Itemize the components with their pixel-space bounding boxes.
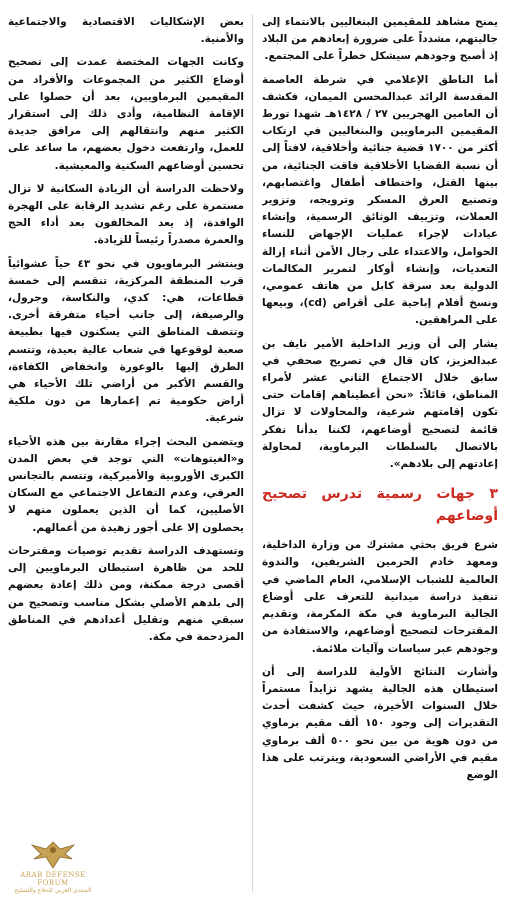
paragraph: ولاحظت الدراسة أن الزيادة السكانية لا تزال مستمرة على رغم تشديد الرقابة على الهجرة الوافدة، إذ يعد المخالفون بعد أداء الحج والعمرة مصدراً رئيساً للزيادة.: [8, 182, 244, 247]
left-column: [8, 14, 244, 892]
eagle-emblem-icon: [30, 837, 76, 871]
watermark-logo: [8, 837, 98, 894]
paragraph: وأشارت النتائج الأولية للدراسة إلى أن استيطان هذه الجالية يشهد تزايداً مستمراً خلال السنوات الأخيرة، حيث كشفت أحدث التقديرات إلى وجود ١٥٠ ألف مقيم برماوي من دون هوية من بين نحو ٥٠٠ ألف برماوي مقيم في الأراضي السعودية، ويترتب على هذا الوضع: [262, 665, 498, 781]
watermark-arabic-name: المنتدى العربي للدفاع والتسليح: [14, 887, 92, 894]
paragraph: وتستهدف الدراسة تقديم توصيات ومقترحات للحد من ظاهرة استيطان البرماويين إلى أقصى درجة ممكنة، ومن ذلك إعادة بعضهم إلى بلدهم الأصلي بشكل مناسب وتصحيح من سبقي منهم وتقليل أعدادهم في المناطق المزدحمة في مكة.: [8, 544, 244, 643]
paragraph: ويتضمن البحث إجراء مقارنة بين هذه الأحياء و«الغيتوهات» التي توجد في بعض المدن الكبرى الأوروبية والأميركية، وتتسم بالتجانس العرقي، وعدم التفاعل الاجتماعي مع السكان الأصليين، كما أن الذين يعملون منهم لا يحصلون إلا على أجور زهيدة من أعمالهم.: [8, 435, 244, 534]
paragraph: بعض الإشكاليات الاقتصادية والاجتماعية والأمنية.: [8, 16, 244, 46]
paragraph: وكانت الجهات المختصة عمدت إلى تصحيح أوضاع الكثير من المجموعات والأفراد من المقيمين البرماويين، بعد أن حصلوا على الإقامة النظامية، وأدى ذلك إلى استقرار الكثير منهم وانتقالهم إلى مرافق جديدة للعمل، وارتفعت دخول بعضهم، ما ساعد على تحسين أوضاعهم السكنية والمعيشية.: [8, 56, 244, 172]
paragraph: يشار إلى أن وزير الداخلية الأمير نايف بن عبدالعزيز، كان قال في تصريح صحفي في سابق خلال الاجتماع الثاني عشر لأمراء المناطق، قائلاً: «نحن أعطيناهم إقامات حتى تكون إقامتهم شرعية، والمحاولات لا تزال قائمة لتصحيح أوضاعهم، لكننا بدأنا نفكر بالاتصال بالسلطات البرماوية، لمحاولة إعادتهم إلى بلادهم».: [262, 337, 498, 471]
paragraph: يمنح مشاهد للمقيمين البنغاليين بالانتماء إلى جاليتهم، مشدداً على ضرورة إبعادهم من البلاد إذ أصبح وجودهم سيشكل خطراً على المجتمع.: [262, 16, 498, 63]
article-page: [8, 14, 498, 892]
column-divider: [252, 14, 253, 892]
paragraph: شرع فريق بحثي مشترك من وزارة الداخلية، ومعهد خادم الحرمين الشريفين، والندوة العالمية للشباب الإسلامي، العام الماضي في تنفيذ دراسة ميدانية للتعرف على أوضاع الجالية البرماوية في مكة المكرمة، وتقديم المقترحات لتصحيح أوضاعهم، والاستفادة من وجودهم عبر سياسات وآليات ملائمة.: [262, 539, 498, 655]
watermark-english-name: ARAB DEFENSE FORUM: [20, 871, 86, 887]
paragraph: وينتشر البرماويون في نحو ٤٣ حياً عشوائياً قرب المنطقة المركزية، تنقسم إلى خمسة قطاعات، هي: كدي، والنكاسة، وجرول، والرصيفة، إلى جانب أحياء متفرقة أخرى. وتتصف المناطق التي يسكنون فيها بطبيعة صعبة لوقوعها في شعاب عالية بعيدة، وتتسم الطرق إليها بالوعورة وانخفاض الكفاءة، والقسم الأكبر من أراضي تلك الأحياء هي أراض حكومية تم إعمارها من دون ملكية شرعية.: [8, 257, 244, 425]
right-column: [262, 14, 498, 892]
paragraph: أما الناطق الإعلامي في شرطة العاصمة المقدسة الرائد عبدالمحسن الميمان، فكشف أن العامين الهجريين ٢٧ / ١٤٢٨هـ شهدا تورط المقيمين البرماويين والبنغاليين في ارتكاب أكثر من ١٧٠٠ قضية جنائية وأخلاقية، لافتاً إلى أن نسبة القضايا الأخلاقية فاقت الجنائية، من بينها القتل، واختطاف أطفال واغتصابهم، وتصنيع العرق المسكر وترويجه، وتزوير العملات، وتزييف الوثائق الرسمية، وإنشاء عيادات لإجراء عمليات الإجهاض للنساء الحوامل، والاعتداء على رجال الأمن أثناء إزالة التعديات، وإنشاء أوكار لتمرير المكالمات الدولية بعد سرقة كابل من هاتف عمومي، ونسخ أفلام إباحية على أقراص (cd)، وبيعها على المراهقين.: [262, 73, 498, 327]
section-heading: ٣ جهات رسمية تدرس تصحيح أوضاعهم: [262, 486, 498, 525]
